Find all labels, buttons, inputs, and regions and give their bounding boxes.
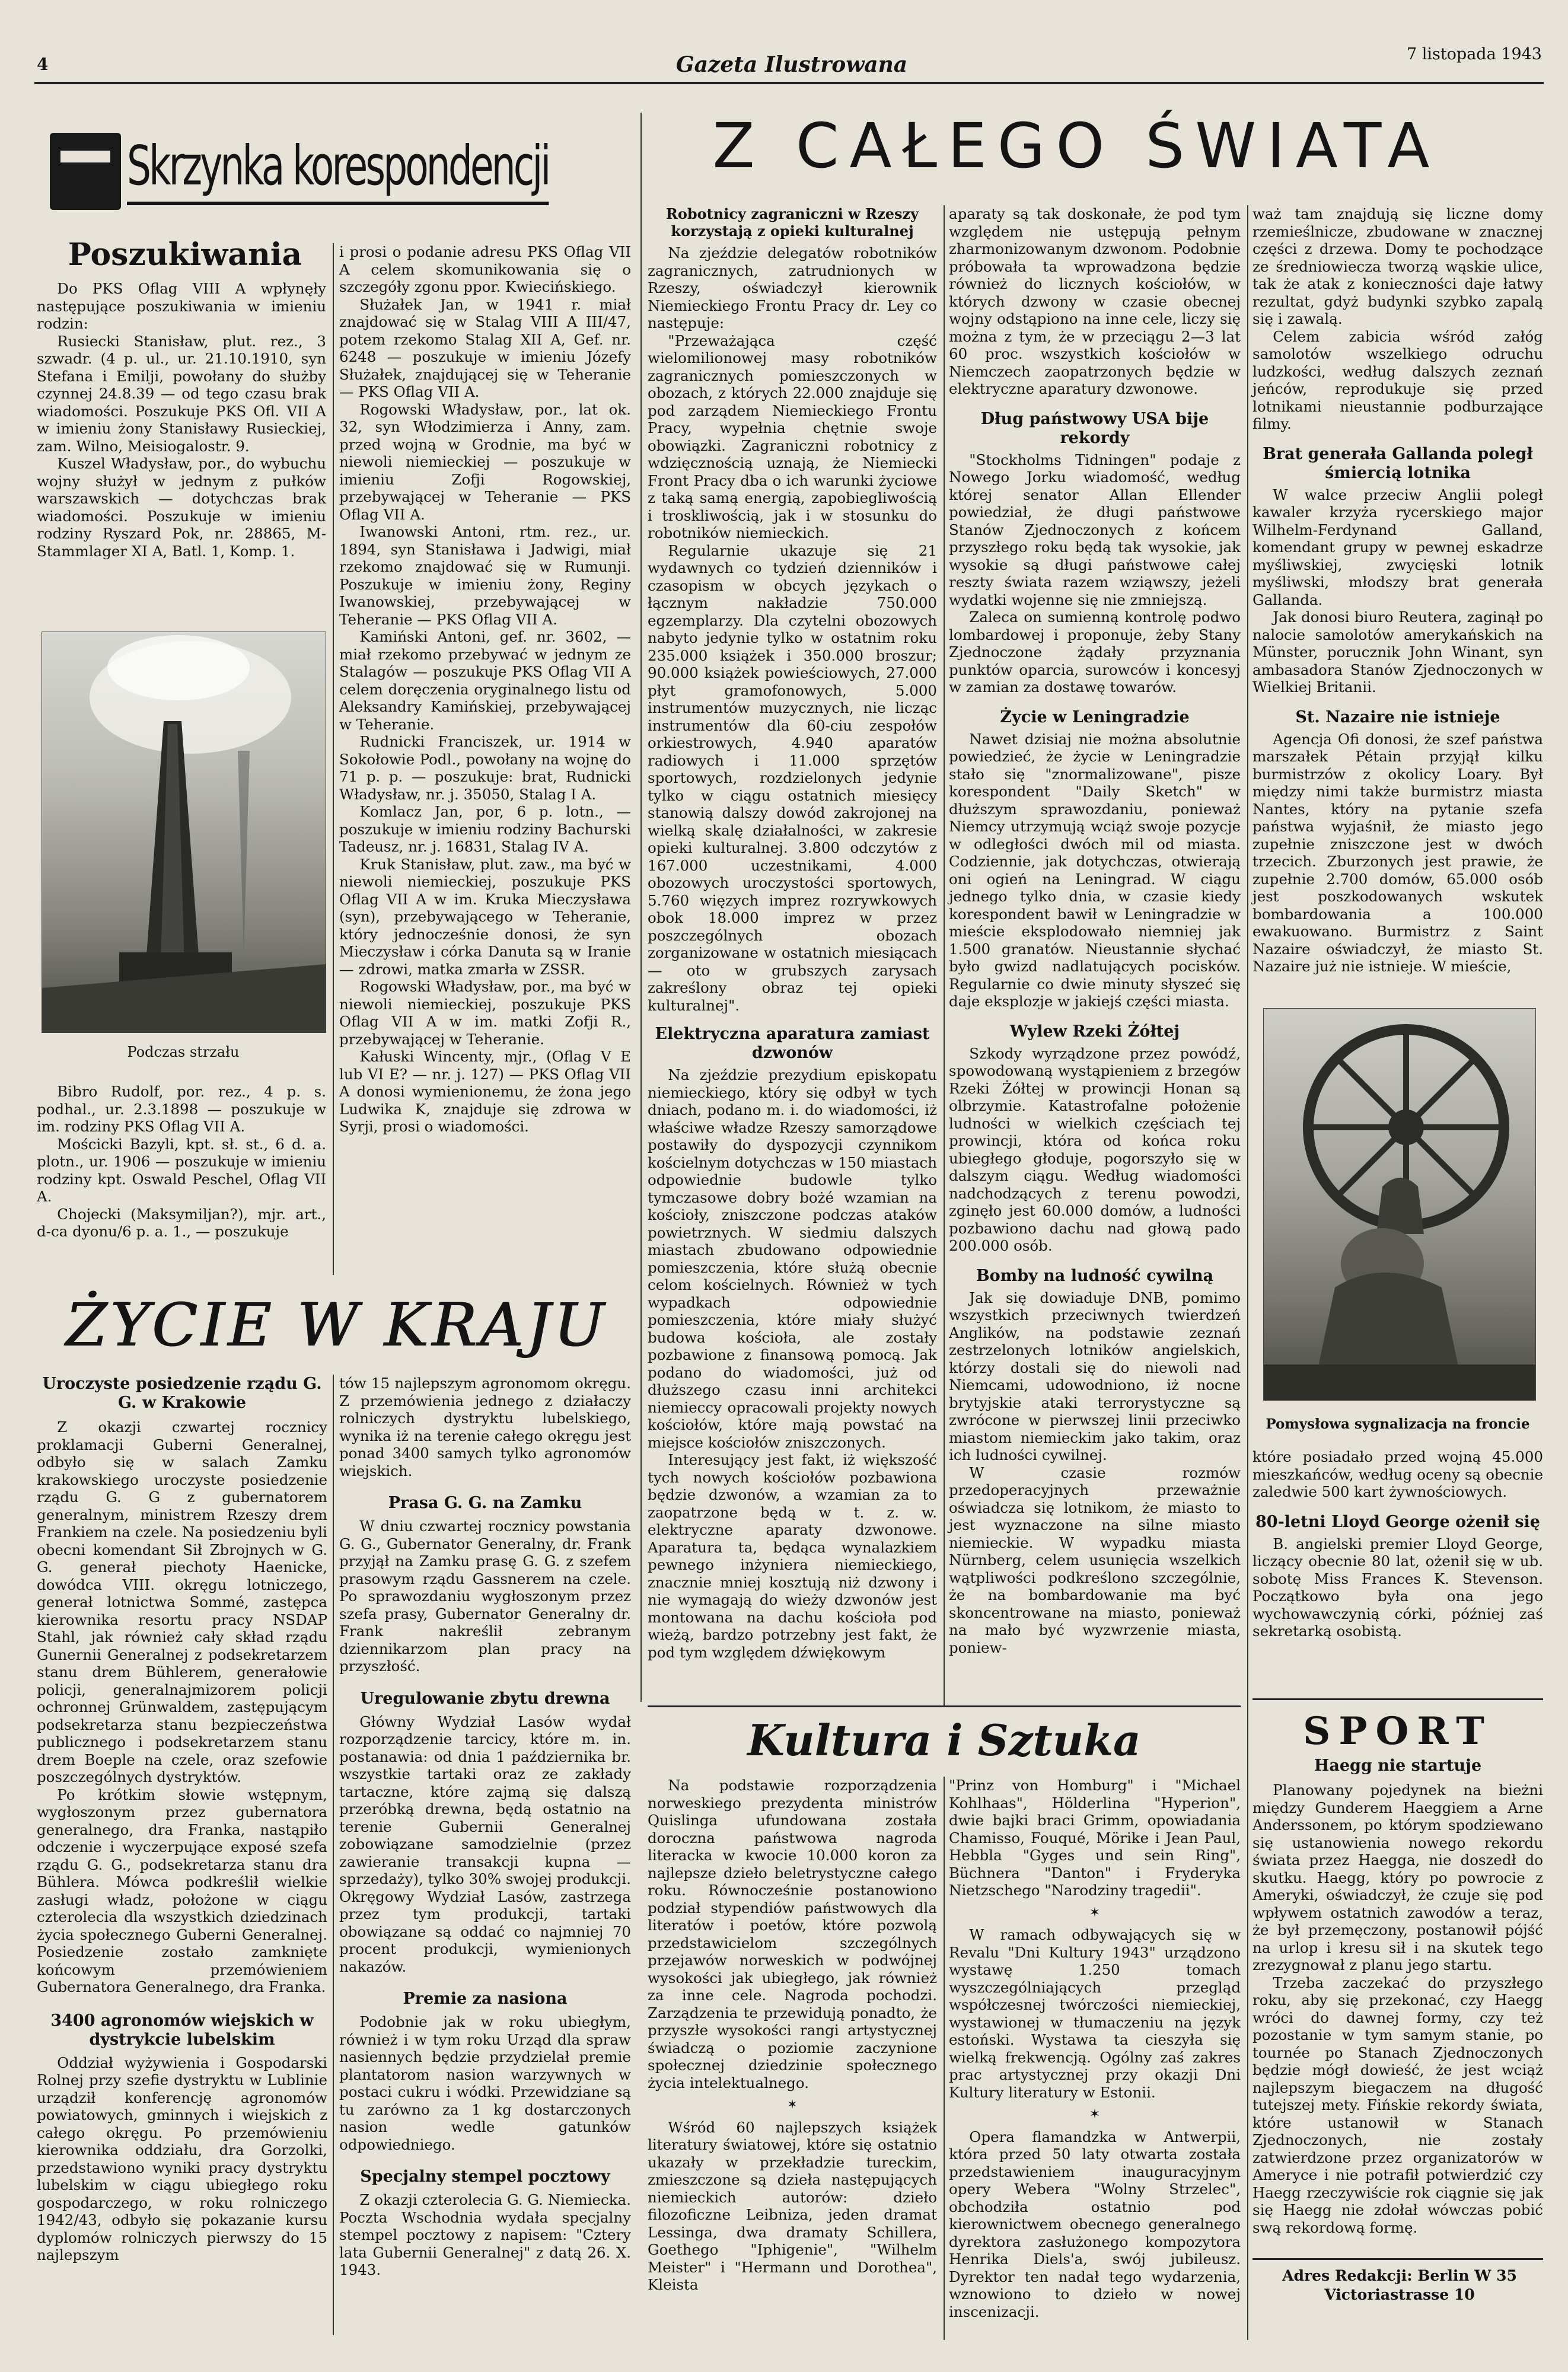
kultura-col2 (949, 1777, 1241, 2320)
swiat-para: Na zjeździe delegatów robotników zagranicznych, zatrudnionych w Rzeszy, oświadczył kierownik Niemieckiego Frontu Pracy dr. Ley co następuje: (648, 244, 937, 331)
swiat-heading: 80-letni Lloyd George ożenił się (1255, 1512, 1540, 1531)
kultura-para: W ramach odbywających się w Revalu "Dni Kultury 1943" urządzono wystawę 1.250 tomach wyszczególniających przegląd współczesnej twórczości niemieckiej, wystawionej w tłumaczeniu na język estoński. Wystawa ta cieszyła się wielką frekwencją. Ogólny zaś zakres prac artystycznej przy okazji Dni Kultury literatury w Estonii. (949, 1926, 1241, 2101)
swiat-heading: Wylew Rzeki Żółtej (1009, 1022, 1180, 1041)
skrzynka-para: Kałuski Wincenty, mjr., (Oflag V E lub VI E? — nr. j. 127) — PKS Oflag VII A donosi wymienionemu, że żona jego Ludwika K, znajduje się zdrowa w Syrji, prosi o wiadomości. (339, 1048, 631, 1135)
swiat-para: Agencja Ofi donosi, że szef państwa marszałek Pétain przyjął kilku burmistrzów z okolicy Loary. Był między nimi także burmistrz miasta Nantes, który na pytanie szefa państwa wyjaśnił, że miasto jego zupełnie zniszczone jest w dwóch trzecich. Zburzonych jest prawie, że zupełnie 2.700 domów, 65.000 osób jest poszkodowanych wskutek bombardowania a 100.000 ewakuowano. Burmistrz z Saint Nazaire oświadczył, że miasto St. Nazaire już nie istnieje. W mieście, (1253, 730, 1543, 975)
skrzynka-para: Kruk Stanisław, plut. zaw., ma być w niewoli niemieckiej, poszukuje PKS Oflag VII A w im. Kruka Mieczysława (syn), przebywającego w Teheranie, który jednocześnie donosi, że syn Mieczysław i córka Danuta są w Iranie — zdrowi, matka zmarła w ZSSR. (339, 855, 631, 978)
column-divider (640, 113, 642, 1702)
swiat-heading: Robotnicy zagraniczni w Rzeszy korzystają z opieki kulturalnej (665, 205, 919, 240)
skrzynka-para: Mościcki Bazyli, kpt. sł. st., 6 d. a. plotn., ur. 1906 — poszukuje w imieniu rodziny kpt. Oswald Peschel, Oflag VII A. (37, 1135, 326, 1205)
masthead-date: 7 listopada 1943 (1406, 45, 1542, 63)
swiat-para: aparaty są tak doskonałe, że pod tym względem nie ustępują pełnym zharmonizowanym dzwonom. Podobnie próbowała ta wprowadzona będzie również do licznych kościołów, w których dzwony w czasie obecnej wojny odstąpiono na inne cele, liczy się można z tym, że w przeciągu 2—3 lat 60 proc. wszystkich kościołów w Niemczech zaopatrzonych będzie w elektryczne aparatury dzwonowe. (949, 205, 1241, 397)
swiat-heading: Brat generała Gallanda poległ śmiercią lotnika (1263, 444, 1533, 482)
swiat-para: Interesujący jest fakt, iż większość tych nowych kościołów pozbawiona będzie dzwonów, a wzamian za to zaopatrzone będą w t. z. w. elektryczne aparaty dzwonowe. Aparatura ta, będąca wynalazkiem pewnego inżyniera niemieckiego, znacznie mniej kosztują niż dzwony i nie wymagają do wieży dzwonów jest montowana na dachu kościoła pod wieżą, bardzo potrzebny jest fakt, że pod tym względem dźwiękowym (648, 1451, 937, 1661)
kraj-para: Z okazji czterolecia G. G. Niemiecka. Poczta Wschodnia wydała specjalny stempel pocztowy z napisem: "Cztery lata Gubernii Generalnej" z datą 26. X. 1943. (339, 2191, 632, 2278)
signal-caption: Pomysłowa sygnalizacja na froncie (1266, 1416, 1530, 1432)
kraj-para: Z okazji czwartej rocznicy proklamacji Guberni Generalnej, odbyło się w salach Zamku krakowskiego uroczyste posiedzenie rządu G. G z gubernatorem generalnym, ministrem Rzeszy drem Frankiem na czele. Na posiedzeniu byli obecni komendant Sił Zbrojnych w G. G. generał piechoty Haenicke, dowódca VIII. okręgu lotniczego, generał lotnictwa Sommé, zastępca kierownika resortu pracy NSDAP Stahl, jak również cały skład rządu Gunernii Generalnej z podsekretarzem stanu drem Bühlerem, generałowie policji, generalnajmizorem policji ochronnej Grünwaldem, zastępującym podsekretarza stanu bezpieczeństwa publicznego i podsekretarzem stanu drem Boeple na czele, oraz szefowie poszczególnych dystryktów. (37, 1418, 327, 1786)
skrzynka-para: Rusiecki Stanisław, plut. rez., 3 szwadr. (4 p. ul., ur. 21.10.1910, syn Stefana i Emilji, powołany do służby czynnej 24.8.39 — od tego czasu brak wiadomości. Poszukuje PKS Ofl. VII A w imieniu żony Stanisławy Rusieckiej, zam. Wilno, Meisiogalostr. 9. (37, 332, 326, 455)
skrzynka-para: Kamiński Antoni, gef. nr. 3602, — miał rzekomo przebywać w jednym ze Stalagów — poszukuje PKS Oflag VII A celem doręczenia oryginalnego listu od Aleksandry Kamińskiej, przebywającej w Teheranie. (339, 628, 631, 733)
kraj-title: ŻYCIE W KRAJU (65, 1290, 607, 1360)
column-divider (333, 1375, 334, 2335)
kraj-heading: Prasa G. G. na Zamku (388, 1494, 582, 1512)
swiat-heading: Dług państwowy USA bije rekordy (980, 409, 1209, 447)
kraj-para: Po krótkim słowie wstępnym, wygłoszonym przez gubernatora generalnego, drа Franka, nastąpiło odczenie i wyczerpujące exposé szefa rządu G. G., podsekretarza stanu dra Bühlera. Mówca podkreślił wielkie zasługi władz, położone w ciągu czterolecia dla wszystkich dziedzinach życia społecznego Guberni Generalnej. Posiedzenie zostało zamknięte końcowym przemówieniem Gubernatora Generalnego, dra Franka. (37, 1786, 327, 1995)
swiat-para: Regularnie ukazuje się 21 wydawnych co tydzień dzienników i czasopism w obcych językach o łącznym nakładzie 750.000 egzemplarzy. Dla czytelni obozowych nabyto jedynie tylko w ostatnim roku 235.000 książek i 350.000 broszur; 90.000 książek powieściowych, 27.000 płyt gramofonowych, 5.000 instrumentów muzycznych, nie licząc instrumentów dla 60-ciu zespołów orkiestrowych, 4.940 aparatów radiowych i 11.000 sprzętów sportowych, rozdzielonych jedynie tylko w ciągu ostatnich miesięcy stanowią dalszy dowód zakrojonej na wielką skalę działalności, w zakresie opieki kulturalnej. 3.800 odczytów z 167.000 uczestnikami, 4.000 obozowych uroczystości sportowych, 5.760 więzych imprez rozrywkowych obok 18.000 imprez w przez poszczególnych obozach zorganizowane w ostatnich miesiącach — oto w grubszych zarysach zakreślony obraz tej opieki kulturalnej". (648, 541, 937, 1014)
swiat-para: które posiadało przed wojną 45.000 mieszkańców, według oceny są obecnie zaledwie 500 kart żywnościowych. (1253, 1448, 1543, 1500)
cannon-caption: Podczas strzału (127, 1044, 240, 1060)
skrzynka-col1 (37, 280, 326, 560)
kraj-para: Oddział wyżywienia i Gospodarski Rolnej przy szefie dystryktu w Lublinie urządził konferencję agronomów powiatowych, gminnych i wiejskich z całego okręgu. Po przemówieniu kierownika oddziału, dra Gorzolki, przedstawiono wyniki pracy dystryktu lubelskim w ciągu ubiegłego roku gospodarczego, w roku rolniczego 1942/43, odbyło się pokazanie kursu dyplomów rolniczych pierwszy do 15 najlepszym (37, 2054, 327, 2263)
swiat-para: Zaleca on sumienną kontrolę podwo lombardowej i proponuje, żeby Stany Zjednoczone żądały przyznania punktów oparcia, surowców i koncesyj w zamian za dostawę towarów. (949, 608, 1241, 696)
kultura-para: Na podstawie rozporządzenia norweskiego prezydenta ministrów Quislinga ufundowana została doroczna państwowa nagroda literacka w kwocie 10.000 koron za najlepsze dzieło beletrystyczne całego roku. Równocześnie postanowiono podział stypendiów państwowych dla literatów i poetów, które pozwolą przedstawicielom szczególnych przejawów norweskich w podwójnej wysokości jak ubiegłego, jak również za inne cele. Nagroda pochodzi. Zarządzenia te przewidują ponadto, że przyszłe wysokości rangi artystycznej świadczą o poziomie zaczynione społecznej dziedzinie społecznego życia intelektualnego. (648, 1777, 937, 2092)
skrzynka-para: Rogowski Władysław, por., ma być w niewoli niemieckiej, poszukuje PKS Oflag VII A w im. matki Zofji R., przebywającej w Teheranie. (339, 978, 631, 1048)
kraj-heading: 3400 agronomów wiejskich w dystrykcie lubelskim (50, 2011, 314, 2049)
swiat-heading: Życie w Leningradzie (1000, 707, 1190, 726)
kraj-col2-block (339, 1375, 631, 2279)
swiat-col1-block (648, 205, 937, 1661)
kraj-heading: Uroczyste posiedzenie rządu G. G. w Krakowie (42, 1375, 322, 1412)
masthead-title: Gazeta Ilustrowana (675, 52, 908, 77)
swiat-para: Jak donosi biuro Reutera, zaginął po nalocie samolotów amerykańskich na Münster, porucznik John Winant, syn ambasadora Stanów Zjednoczonych w Wielkiej Britanii. (1253, 608, 1543, 696)
kultura-top-rule (648, 1705, 1241, 1707)
swiat-heading: St. Nazaire nie istnieje (1295, 707, 1500, 726)
swiat-para: Celem zabicia wśród załóg samolotów wszelkiego odruchu ludzkości, według dalszych zeznań jeńców, reprodukuje się przed lotnikami nieustannie podburzające filmy. (1253, 327, 1543, 432)
kraj-heading: Uregulowanie zbytu drewna (360, 1689, 610, 1708)
swiat-heading: Elektryczna aparatura zamiast dzwonów (655, 1025, 930, 1062)
kraj-heading: Premie za nasiona (403, 1990, 568, 2008)
column-divider (944, 205, 945, 1705)
skrzynka-para: i prosi o podanie adresu PKS Oflag VII A celem skomunikowania się o szczegóły zgonu ppor. Kwiecińskiego. (339, 243, 631, 295)
skrzynka-para: Służałek Jan, w 1941 r. miał znajdować się w Stalag VIII A III/47, potem rzekomo Stalag XII A, Gef. nr. 6248 — poszukuje w imieniu Józefy Służałek, znajdującej się w Teheranie — PKS Oflag VII A. (339, 295, 631, 400)
signal-photo (1263, 1008, 1536, 1401)
swiat-col3-block (1253, 205, 1543, 975)
skrzynka-banner (50, 128, 613, 217)
kultura-para: Opera flamandzka w Antwerpii, która przed 50 laty otwarta została przedstawieniem inauguracyjnym opery Webera "Wolny Strzelec", obchodziła ostatnio pod kierownictwem obecnego generalnego dyrektora zasłużonego kompozytora Henrika Diels'a, swój jubileusz. Dyrektor ten nadał tego wydarzenia, wznowiono to dzieło w nowej inscenizacji. (949, 2128, 1241, 2320)
skrzynka-title: Skrzynka korespondencji (127, 130, 549, 205)
swiat-para: Szkody wyrządzone przez powódź, spowodowaną wystąpieniem z brzegów Rzeki Żółtej w prowincji Honan są olbrzymie. Katastrofalne położenie ludności w wielkich częściach tej prowincji, która od końca roku ubiegłego głoduje, pogorszyło się w dalszym ciągu. Według wiadomości nadchodzących z terenu powodzi, zginęło jest 60.000 domów, a ludności pozbawiono dachu nad głową pado 200.000 osób. (949, 1044, 1241, 1254)
skrzynka-col1b (37, 1083, 326, 1241)
section-asterisk: ✶ (1089, 2107, 1101, 2122)
swiat-col3-lower (1253, 1448, 1543, 1640)
editorial-address: Adres Redakcji: Berlin W 35 Victoriastrasse 10 (1282, 2267, 1517, 2303)
kraj-heading: Specjalny stempel pocztowy (360, 2167, 610, 2186)
kraj-col1-block (37, 1375, 327, 2264)
kultura-title: Kultura i Sztuka (747, 1715, 1141, 1765)
swiat-title: Z CAŁEGO ŚWIATA (712, 110, 1440, 182)
sport-para: Planowany pojedynek na bieżni między Gunderem Haeggiem a Arne Anderssonem, po którym spodziewano się ustanowienia nowego rekordu świata przez Haegga, nie doszedł do skutku. Haegg, który po powrocie z Ameryki, oświadczył, że czuje się pod wpływem ostatnich zawodów a teraz, że był przemęczony, postanowił pójść na urlop i kresu sił i na skutek tego zrezygnował z planu jego startu. (1253, 1781, 1543, 1974)
swiat-col2-block (949, 205, 1241, 1656)
skrzynka-para: Bibro Rudolf, por. rez., 4 p. s. podhal., ur. 2.3.1898 — poszukuje w im. rodziny PKS Oflag VII A. (37, 1083, 326, 1135)
skrzynka-para: Komlacz Jan, por, 6 p. lotn., — poszukuje w imieniu rodziny Bachurski Tadeusz, nr. j. 16831, Stalag IV A. (339, 803, 631, 855)
poszukiwania-heading: Poszukiwania (68, 237, 302, 273)
kraj-para: Podobnie jak w roku ubiegłym, również i w tym roku Urząd dla spraw nasiennych będzie przydzielał premie plantatorom nasion warzywnych w postaci cukru i wódki. Przewidziane są tu zarówno za 1 kg dostarczonych nasion wedle gatunków odpowiedniego. (339, 2013, 631, 2153)
skrzynka-col2 (339, 243, 631, 1136)
column-divider (1247, 205, 1248, 1705)
masthead-rule (34, 82, 1544, 84)
column-divider (944, 1777, 945, 2340)
skrzynka-para: Kuszel Władysław, por., do wybuchu wojny służył w jednym z pułków warszawskich — dotychczas brak wiadomości. Poszukuje w imieniu rodziny Ryszard Pok, nr. 28865, M-Stammlager XI A, Batl. 1, Komp. 1. (37, 455, 326, 560)
kraj-para: tów 15 najlepszym agronomom okręgu. Z przemówienia jednego z działaczy rolniczych dystryktu lubelskiego, wynika iż na terenie całego okręgu jest ponad 3400 samych tylko agronomów wiejskich. (339, 1375, 631, 1480)
sport-heading: Haegg nie startuje (1314, 1756, 1482, 1775)
skrzynka-para: Iwanowski Antoni, rtm. rez., ur. 1894, syn Stanisława i Jadwigi, miał rzekomo znajdować się w Rumunji. Poszukuje w imieniu żony, Reginy Iwanowskiej, przebywającej w Teheranie — PKS Oflag VII A. (339, 523, 631, 628)
sport-body (1253, 1781, 1543, 2236)
swiat-para: B. angielski premier Lloyd George, liczący obecnie 80 lat, ożenił się w ub. sobotę Miss Frances K. Stevenson. Początkowo była ona jego wychowawczynią córki, później zaś sekretarką osobistą. (1253, 1535, 1543, 1640)
mailbox-icon (50, 133, 121, 210)
kultura-para: Wśród 60 najlepszych książek literatury światowej, które się ostatnio ukazały w przekładzie tureckim, zmieszczone są dzieła następujących niemieckich autorów: dzieło filozoficzne Leibniza, jeden dramat Lessinga, dwa dramaty Schillera, Goethego "Iphigenie", "Wilhelm Meister" i "Hermann und Dorothea", Kleista (648, 2118, 937, 2293)
column-divider (333, 243, 334, 1275)
swiat-para: W czasie rozmów przedoperacyjnych przeważnie oświadcza się lotnikom, że miasto to jest wyznaczone na silne miasto niemieckie. W wypadku miasta Nürnberg, celem usunięcia wszelkich wątpliwości podkreślono szczególnie, że na bombardowanie ma być skoncentrowane na miasto, ponieważ na mało być wyzwrzenie miasta, poniew- (949, 1464, 1241, 1656)
section-asterisk: ✶ (786, 2097, 798, 2112)
swiat-para: Na zjeździe prezydium episkopatu niemieckiego, który się odbył w tych dniach, podano m. i. do wiadomości, iż właściwe władze Rzeszy samorządowe postawiły do dyspozycji czynnikom kościelnym dotychczas w 150 miastach odpowiednie budowle tylko tymczasowe dobry bożé wzamian na kościoły, zniszczone podczas ataków powietrznych. W siedmiu dalszych miastach zbudowano odpowiednie pomieszczenia, które służą obecnie celom kościelnych. Również w tych wypadkach odpowiednie pomieszczenia, które miały służyć budowa kościoła, ale zostały pozbawione z finansową pomocą. Jak podano do wiadomości, już od dłuższego czasu inni architekci niemieccy opracowali projekty nowych kościołów, które mają powstać na miejsce kościołów zniszczonych. (648, 1066, 937, 1451)
cannon-photo (42, 632, 326, 1033)
sport-para: Trzeba zaczekać do przyszłego roku, aby się przekonać, czy Haegg wróci do dawnej formy, czy też pozostanie w tym samym stanie, po tournée po Stanach Zjednoczonych będzie mógł dowieść, że jest wciąż najlepszym biegaczem na długość tutejszej mety. Fińskie rekordy świata, które ustanowił w Stanach Zjednoczonych, nie zostały zatwierdzone przez organizatorów w Ameryce i nie potrafił potwierdzić czy Haegg rzeczywiście rok ciągnie się jak się Haegg nie zdołał wówczas pobić swą rekordową formę. (1253, 1974, 1543, 2236)
skrzynka-para: Rogowski Władysław, por., lat ok. 32, syn Włodzimierza i Anny, zam. przed wojną w Grodnie, ma być w niewoli niemieckiej — poszukuje w imieniu Zofji Rogowskiej, przebywającej w Teheranie — PKS Oflag VII A. (339, 400, 631, 523)
swiat-para: waż tam znajdują się liczne domy rzemieślnicze, zbudowane w znacznej części z drzewa. Domy te pochodzące ze średniowiecza tworzą wąskie ulice, tak że atak z konieczności daje łatwy rezultat, gdyż budynki szybko zapalą się i zawalą. (1253, 205, 1543, 327)
swiat-para: W walce przeciw Anglii poległ kawaler krzyża rycerskiego major Wilhelm-Ferdynand Galland, komendant grupy w pewnej eskadrze myśliwskiej, zwycięski lotnik myśliwski, młodszy brat generała Gallanda. (1253, 486, 1543, 608)
kraj-para: W dniu czwartej rocznicy powstania G. G., Gubernator Generalny, dr. Frank przyjął na Zamku prasę G. G. z szefem prasowym rządu Gassnerem na czele. Po sprawozdaniu wygłoszonym przez szefa prasy, Gubernator Generalny dr. Frank nakreślił zebranym dziennikarzom plan pracy na przyszłość. (339, 1517, 631, 1675)
address-rule (1253, 2258, 1543, 2260)
swiat-para: Nawet dzisiaj nie można absolutnie powiedzieć, że życie w Leningradzie stało się "znormalizowane", pisze korespondent "Daily Sketch" w dłuższym sprawozdaniu, ponieważ Niemcy utrzymują wciąż swoje pozycje w odległości dwóch mil od miasta. Codziennie, jak dotychczas, otwierają oni ogień na Leningrad. W ciągu jednego tylko dnia, w czasie kiedy korespondent bawił w Leningradzie w mieście eksplodowało niemniej jak 1.500 granatów. Nieustannie słychać było gwizd nadlatujących pocisków. Regularnie co dwie minuty słyszeć się daje eksplozje w jakiejś części miasta. (949, 730, 1241, 1010)
skrzynka-para: Rudnicki Franciszek, ur. 1914 w Sokołowie Podl., powołany na wojnę do 71 p. p. — poszukuje: brat, Rudnicki Władysław, nr. j. 35050, Stalag I A. (339, 733, 631, 803)
page-number: 4 (37, 55, 49, 74)
sport-title: SPORT (1303, 1709, 1493, 1754)
skrzynka-para: Do PKS Oflag VIII A wpłynęły następujące poszukiwania w imieniu rodzin: (37, 280, 326, 332)
section-asterisk: ✶ (1089, 1905, 1101, 1920)
swiat-para: Jak się dowiaduje DNB, pomimo wszystkich przeciwnych twierdzeń Anglików, na podstawie zeznań zestrzelonych lotników angielskich, którzy dostali się do niewoli nad Niemcami, udowodniono, iż nocne brytyjskie ataki terrorystyczne są zwrócone w pierwszej linii przeciwko miastom niemieckim jako takim, oraz ich ludności cywilnej. (949, 1289, 1241, 1464)
skrzynka-para: Chojecki (Maksymiljan?), mjr. art., d-ca dyonu/6 p. a. 1., — poszukuje (37, 1205, 326, 1240)
kraj-para: Główny Wydział Lasów wydał rozporządzenie tarcicy, które m. in. postanawia: od dnia 1 października br. wszystkie tartaki oraz ze zakłady tartaczne, które zajmą się dalszą przeróbką drewna, będą ostatnio na terenie Gubernii Generalnej zobowiązane samodzielnie (przez zawieranie transakcji kupna — sprzedaży), tylko 30% swojej produkcji. Okręgowy Wydział Lasów, zastrzega przez tym produkcji, tartaki obowiązane są oddać co najmniej 70 procent produkcji, wymienionych nakazów. (339, 1713, 631, 1975)
swiat-para: "Przeważająca część wielomilionowej masy robotników zagranicznych pomieszczonych w obozach, z których 22.000 znajduje się pod zarządem Niemieckiego Frontu Pracy, wypełnia chętnie swoje obowiązki. Zagraniczni robotnicy z wdzięcznością uznają, że Niemiecki Front Pracy dba o ich warunki życiowe z taką samą energią, zapobiegliwością i troskliwością, jak i w stosunku do robotników niemieckich. (648, 331, 937, 541)
sport-top-rule (1253, 1698, 1543, 1700)
column-divider (1247, 1705, 1248, 2340)
kultura-col1 (648, 1777, 937, 2294)
swiat-para: "Stockholms Tidningen" podaje z Nowego Jorku wiadomość, według której senator Allan Ellender powiedział, że długi państwowe Stanów Zjednoczonych z końcem przyszłego roku będą tak wysokie, jak wysokie są długi państwowe całej reszty świata razem wziąwszy, jeżeli wydatki wojenne się nie zmniejszą. (949, 451, 1241, 608)
swiat-heading: Bomby na ludność cywilną (976, 1266, 1214, 1285)
kultura-para: "Prinz von Homburg" i "Michael Kohlhaas", Hölderlina "Hyperion", dwie bajki braci Grimm, opowiadania Chamisso, Fouqué, Mörike i Jean Paul, Hebbla "Gyges und sein Ring", Büchnera "Danton" i Fryderyka Nietzschego "Narodziny tragedii". (949, 1777, 1241, 1899)
